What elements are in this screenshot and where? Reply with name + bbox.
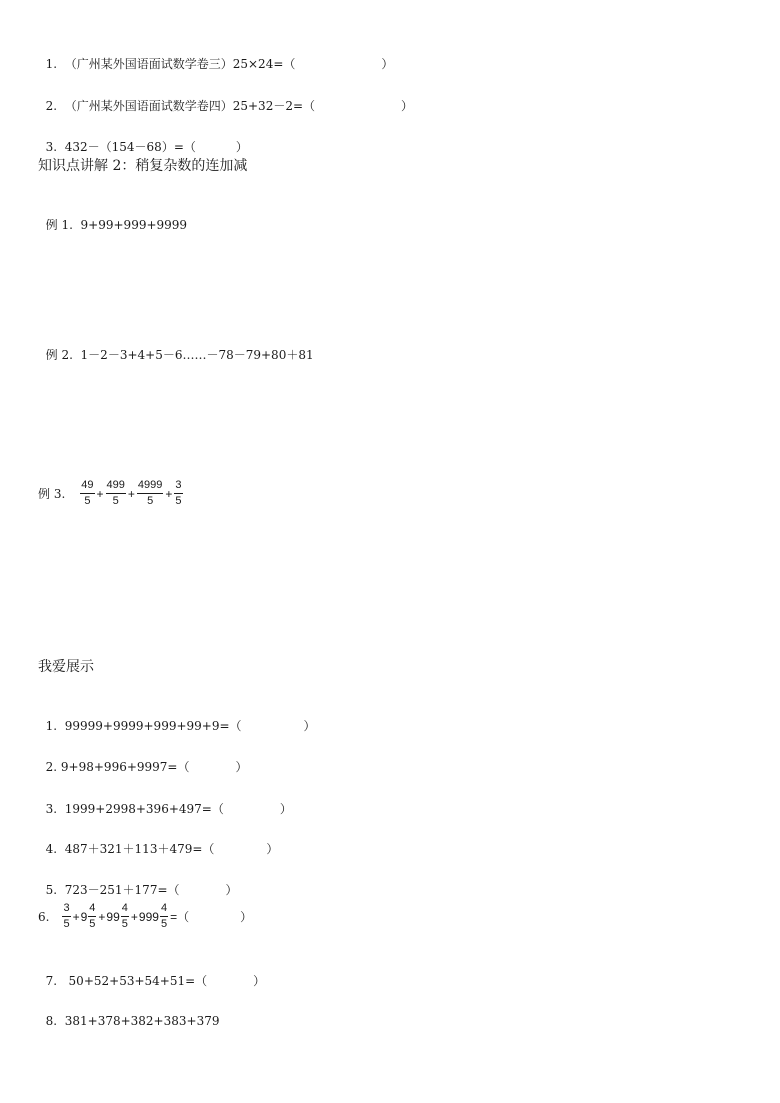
exercise-number: 2.	[45, 760, 58, 774]
fraction	[80, 478, 94, 509]
exercise-text: 99999+9999+999+99+9=（	[64, 719, 242, 733]
denominator: 5	[160, 918, 168, 930]
problem-3	[38, 123, 248, 155]
problem-text: （广州某外国语面试数学卷三）25×24=（	[64, 57, 296, 71]
plus-sign: +	[72, 909, 80, 924]
close-paren: ）	[266, 842, 279, 856]
exercise-number: 4.	[45, 842, 58, 856]
plus-sign: +	[130, 909, 138, 924]
exercise-2	[38, 743, 248, 775]
numerator: 49	[80, 478, 94, 494]
numerator: 3	[62, 901, 70, 917]
exercise-text: 487＋321＋113＋479=（	[64, 842, 215, 856]
exercise-number: 3.	[45, 802, 58, 816]
fraction	[88, 901, 96, 932]
exercise-text: 50+52+53+54+51=（	[64, 974, 208, 988]
denominator: 5	[121, 918, 128, 930]
numerator: 3	[174, 478, 182, 494]
fraction	[62, 901, 70, 932]
denominator: 5	[112, 495, 119, 507]
numerator: 4	[88, 901, 96, 917]
exercise-4	[38, 825, 278, 857]
numerator: 4	[121, 901, 129, 917]
fraction	[137, 478, 163, 509]
numerator: 499	[106, 478, 126, 494]
exercise-7	[38, 957, 265, 989]
close-paren: ）	[279, 802, 292, 816]
example-3	[38, 478, 184, 509]
plus-sign: +	[96, 486, 104, 501]
problem-number: 1.	[45, 57, 58, 71]
problem-number: 3.	[45, 140, 58, 154]
exercise-text: 9+98+996+9997=（	[60, 760, 190, 774]
exercise-3	[38, 785, 292, 817]
exercise-text: 1999+2998+396+497=（	[64, 802, 224, 816]
section-title: 我爱展示	[38, 659, 94, 675]
close-paren: ）	[235, 760, 248, 774]
close-paren: ）	[240, 909, 253, 924]
problem-2	[38, 82, 413, 114]
example-expression: 1－2－3+4+5－6……－78－79+80＋81	[80, 348, 314, 362]
problem-text: 432－（154－68）=（	[64, 140, 196, 154]
close-paren: ）	[235, 140, 248, 154]
close-paren: ）	[401, 99, 414, 113]
fraction	[121, 901, 129, 932]
close-paren: ）	[225, 883, 238, 897]
whole-number: 99	[106, 909, 120, 924]
example-1	[38, 201, 187, 233]
problem-1	[38, 40, 393, 72]
example-expression: 9+99+999+9999	[80, 218, 188, 232]
numerator: 4	[160, 901, 168, 917]
close-paren: ）	[303, 719, 316, 733]
exercise-5	[38, 866, 238, 898]
denominator: 5	[147, 495, 154, 507]
fraction	[160, 901, 168, 932]
exercise-text: 723－251＋177=（	[64, 883, 180, 897]
denominator: 5	[175, 495, 182, 507]
denominator: 5	[63, 918, 70, 930]
problem-text: （广州某外国语面试数学卷四）25+32－2=（	[64, 99, 316, 113]
exercise-number: 5.	[45, 883, 58, 897]
fraction	[106, 478, 126, 509]
section-title: 知识点讲解 2：稍复杂数的连加减	[38, 158, 248, 174]
exercise-1	[38, 702, 316, 734]
plus-sign: +	[127, 486, 135, 501]
problem-number: 2.	[45, 99, 58, 113]
exercise-6	[38, 901, 252, 932]
equals-open-paren: =（	[170, 909, 190, 924]
denominator: 5	[84, 495, 91, 507]
plus-sign: +	[98, 909, 106, 924]
exercise-text: 381+378+382+383+379	[64, 1014, 220, 1028]
exercise-8	[38, 997, 219, 1029]
example-label: 例 3.	[38, 486, 66, 501]
exercise-number: 8.	[45, 1014, 58, 1028]
example-2	[38, 331, 314, 363]
close-paren: ）	[253, 974, 266, 988]
denominator: 5	[89, 918, 96, 930]
close-paren: ）	[381, 57, 394, 71]
example-label: 例 2.	[45, 348, 73, 362]
exercise-number: 1.	[45, 719, 58, 733]
exercise-number: 6.	[38, 909, 50, 924]
whole-number: 999	[138, 909, 159, 924]
exercise-number: 7.	[45, 974, 58, 988]
example-label: 例 1.	[45, 218, 73, 232]
whole-number: 9	[80, 909, 88, 924]
plus-sign: +	[165, 486, 173, 501]
fraction	[174, 478, 182, 509]
numerator: 4999	[137, 478, 163, 494]
